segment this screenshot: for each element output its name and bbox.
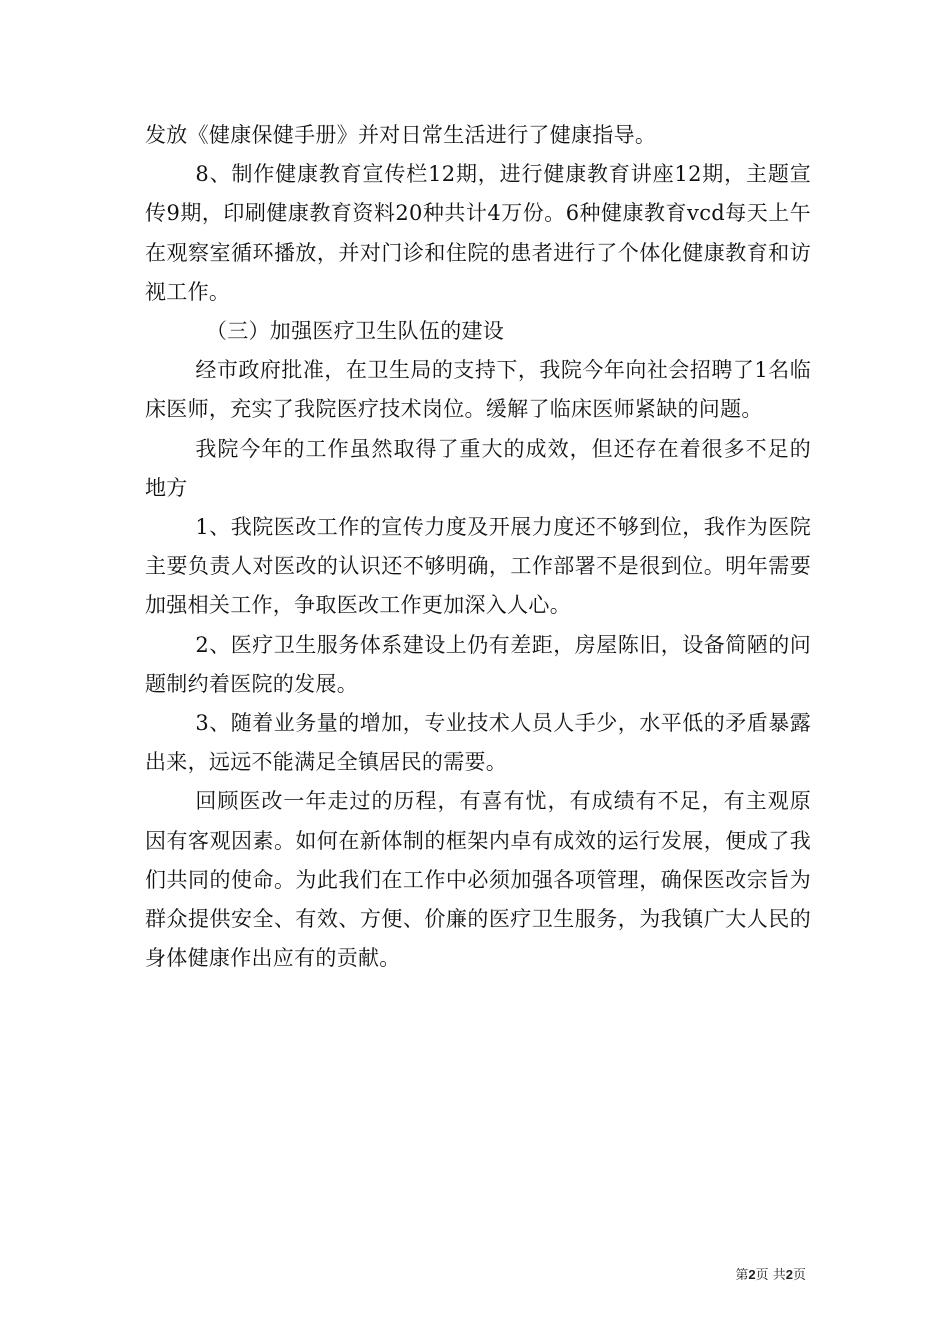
- paragraph-shortcomings-intro: 我院今年的工作虽然取得了重大的成效，但还存在着很多不足的地方: [145, 436, 811, 500]
- body-text: [145, 116, 811, 978]
- section-heading-team-building: （三）加强医疗卫生队伍的建设: [205, 319, 505, 344]
- paragraph-health-guidance: 发放《健康保健手册》并对日常生活进行了健康指导。: [145, 123, 657, 147]
- footer-prefix: 第: [735, 1268, 749, 1283]
- paragraph-shortcoming-1: 1、我院医改工作的宣传力度及开展力度还不够到位，我作为医院主要负责人对医改的认识还不够明确，工作部署不是很到位。明年需要加强相关工作，争取医改工作更加深入人心。: [145, 515, 811, 618]
- paragraph-shortcoming-2: 2、医疗卫生服务体系建设上仍有差距，房屋陈旧，设备简陋的问题制约着医院的发展。: [145, 632, 811, 696]
- paragraph-recruitment: 经市政府批准，在卫生局的支持下，我院今年向社会招聘了1名临床医师，充实了我院医疗技术岗位。缓解了临床医师紧缺的问题。: [145, 358, 811, 422]
- total-page-number: 2: [785, 1267, 793, 1282]
- paragraph-shortcoming-3: 3、随着业务量的增加，专业技术人员人手少，水平低的矛盾暴露出来，远远不能满足全镇居民的需要。: [145, 711, 811, 775]
- footer-suffix: 页: [792, 1268, 806, 1283]
- footer-middle: 页 共: [755, 1268, 786, 1283]
- page-footer: [735, 1267, 806, 1284]
- paragraph-item-8: 8、制作健康教育宣传栏12期，进行健康教育讲座12期，主题宣传9期，印刷健康教育资料20种共计4万份。6种健康教育vcd每天上午在观察室循环播放，并对门诊和住院的患者进行了个体化健康教育和访视工作。: [145, 162, 811, 304]
- paragraph-conclusion: 回顾医改一年走过的历程，有喜有忧，有成绩有不足，有主观原因有客观因素。如何在新体制的框架内卓有成效的运行发展，便成了我们共同的使命。为此我们在工作中必须加强各项管理，确保医改宗旨为群众提供安全、有效、方便、价廉的医疗卫生服务，为我镇广大人民的身体健康作出应有的贡献。: [145, 789, 811, 971]
- current-page-number: 2: [748, 1267, 756, 1282]
